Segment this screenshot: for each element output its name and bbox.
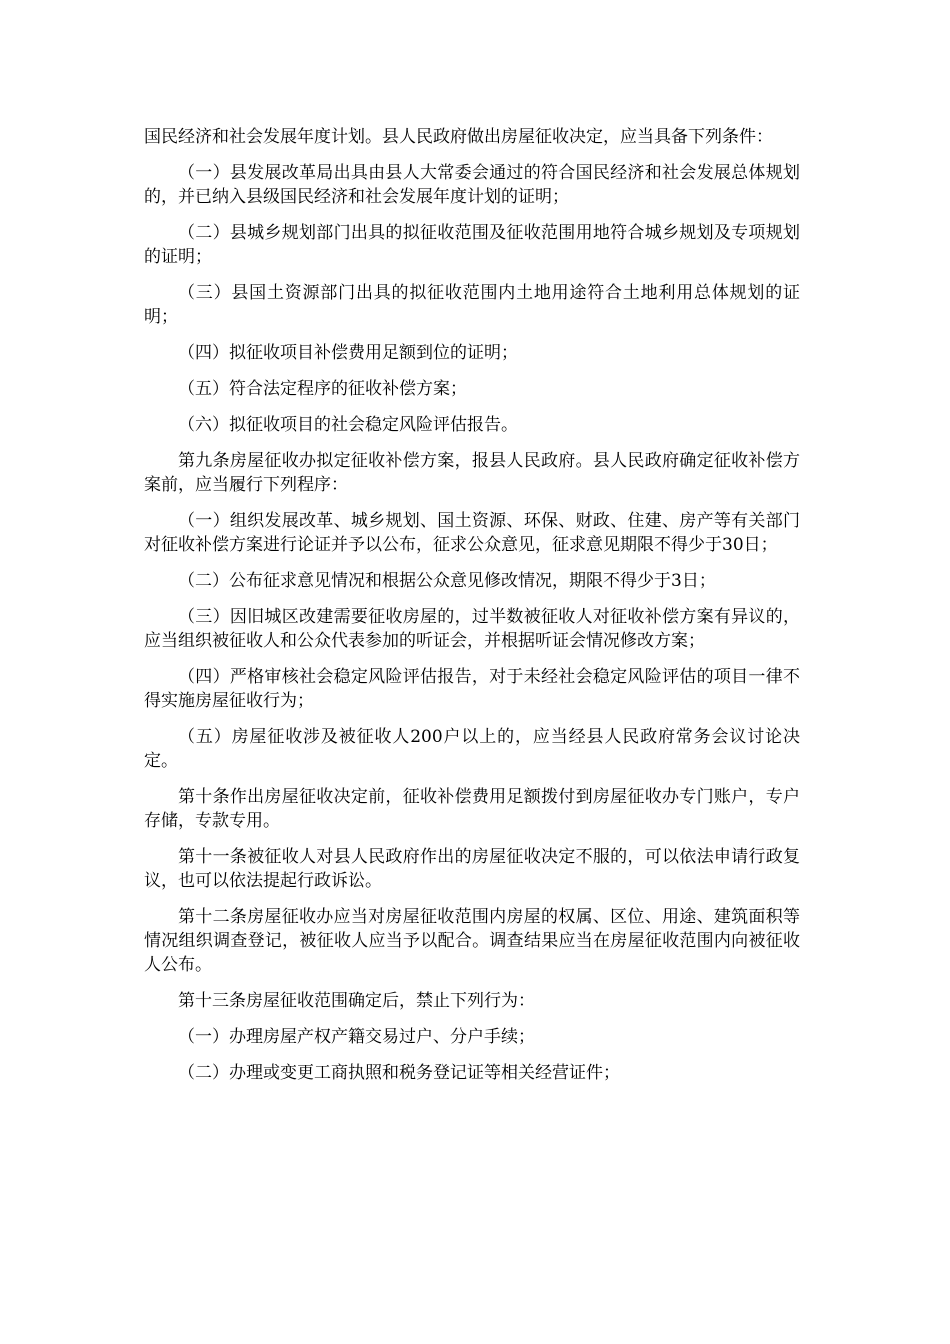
paragraph-item-2: （二）县城乡规划部门出具的拟征收范围及征收范围用地符合城乡规划及专项规划的证明； <box>144 223 800 267</box>
paragraph-item-1: （一）县发展改革局出具由县人大常委会通过的符合国民经济和社会发展总体规划的，并已纳入县级国民经济和社会发展年度计划的证明； <box>144 163 800 207</box>
document-page <box>144 125 800 1097</box>
paragraph-item-3: （三）县国土资源部门出具的拟征收范围内土地用途符合土地利用总体规划的证明； <box>144 283 800 327</box>
paragraph-item-5: （五）符合法定程序的征收补偿方案； <box>178 379 467 399</box>
article-11: 第十一条被征收人对县人民政府作出的房屋征收决定不服的，可以依法申请行政复议，也可以依法提起行政诉讼。 <box>144 847 800 891</box>
article-12: 第十二条房屋征收办应当对房屋征收范围内房屋的权属、区位、用途、建筑面积等情况组织调查登记，被征收人应当予以配合。调查结果应当在房屋征收范围内向被征收人公布。 <box>144 907 800 975</box>
article-9: 第九条房屋征收办拟定征收补偿方案，报县人民政府。县人民政府确定征收补偿方案前，应当履行下列程序： <box>144 451 800 495</box>
paragraph-item-4: （四）拟征收项目补偿费用足额到位的证明； <box>178 343 518 363</box>
article-9-item-4: （四）严格审核社会稳定风险评估报告，对于未经社会稳定风险评估的项目一律不得实施房屋征收行为； <box>144 667 800 711</box>
article-13: 第十三条房屋征收范围确定后，禁止下列行为： <box>178 991 535 1011</box>
article-13-item-1: （一）办理房屋产权产籍交易过户、分户手续； <box>178 1027 535 1047</box>
article-10: 第十条作出房屋征收决定前，征收补偿费用足额拨付到房屋征收办专门账户，专户存储，专款专用。 <box>144 787 800 831</box>
article-9-item-3: （三）因旧城区改建需要征收房屋的，过半数被征收人对征收补偿方案有异议的，应当组织被征收人和公众代表参加的听证会，并根据听证会情况修改方案； <box>144 607 800 651</box>
paragraph-item-6: （六）拟征收项目的社会稳定风险评估报告。 <box>178 415 518 435</box>
article-9-item-5: （五）房屋征收涉及被征收人200户以上的，应当经县人民政府常务会议讨论决定。 <box>144 727 800 771</box>
article-9-item-1: （一）组织发展改革、城乡规划、国土资源、环保、财政、住建、房产等有关部门对征收补偿方案进行论证并予以公布，征求公众意见，征求意见期限不得少于30日； <box>144 511 800 555</box>
article-9-item-2: （二）公布征求意见情况和根据公众意见修改情况，期限不得少于3日； <box>178 571 716 591</box>
paragraph-continuation: 国民经济和社会发展年度计划。县人民政府做出房屋征收决定，应当具备下列条件： <box>144 127 773 147</box>
article-13-item-2: （二）办理或变更工商执照和税务登记证等相关经营证件； <box>178 1063 620 1083</box>
